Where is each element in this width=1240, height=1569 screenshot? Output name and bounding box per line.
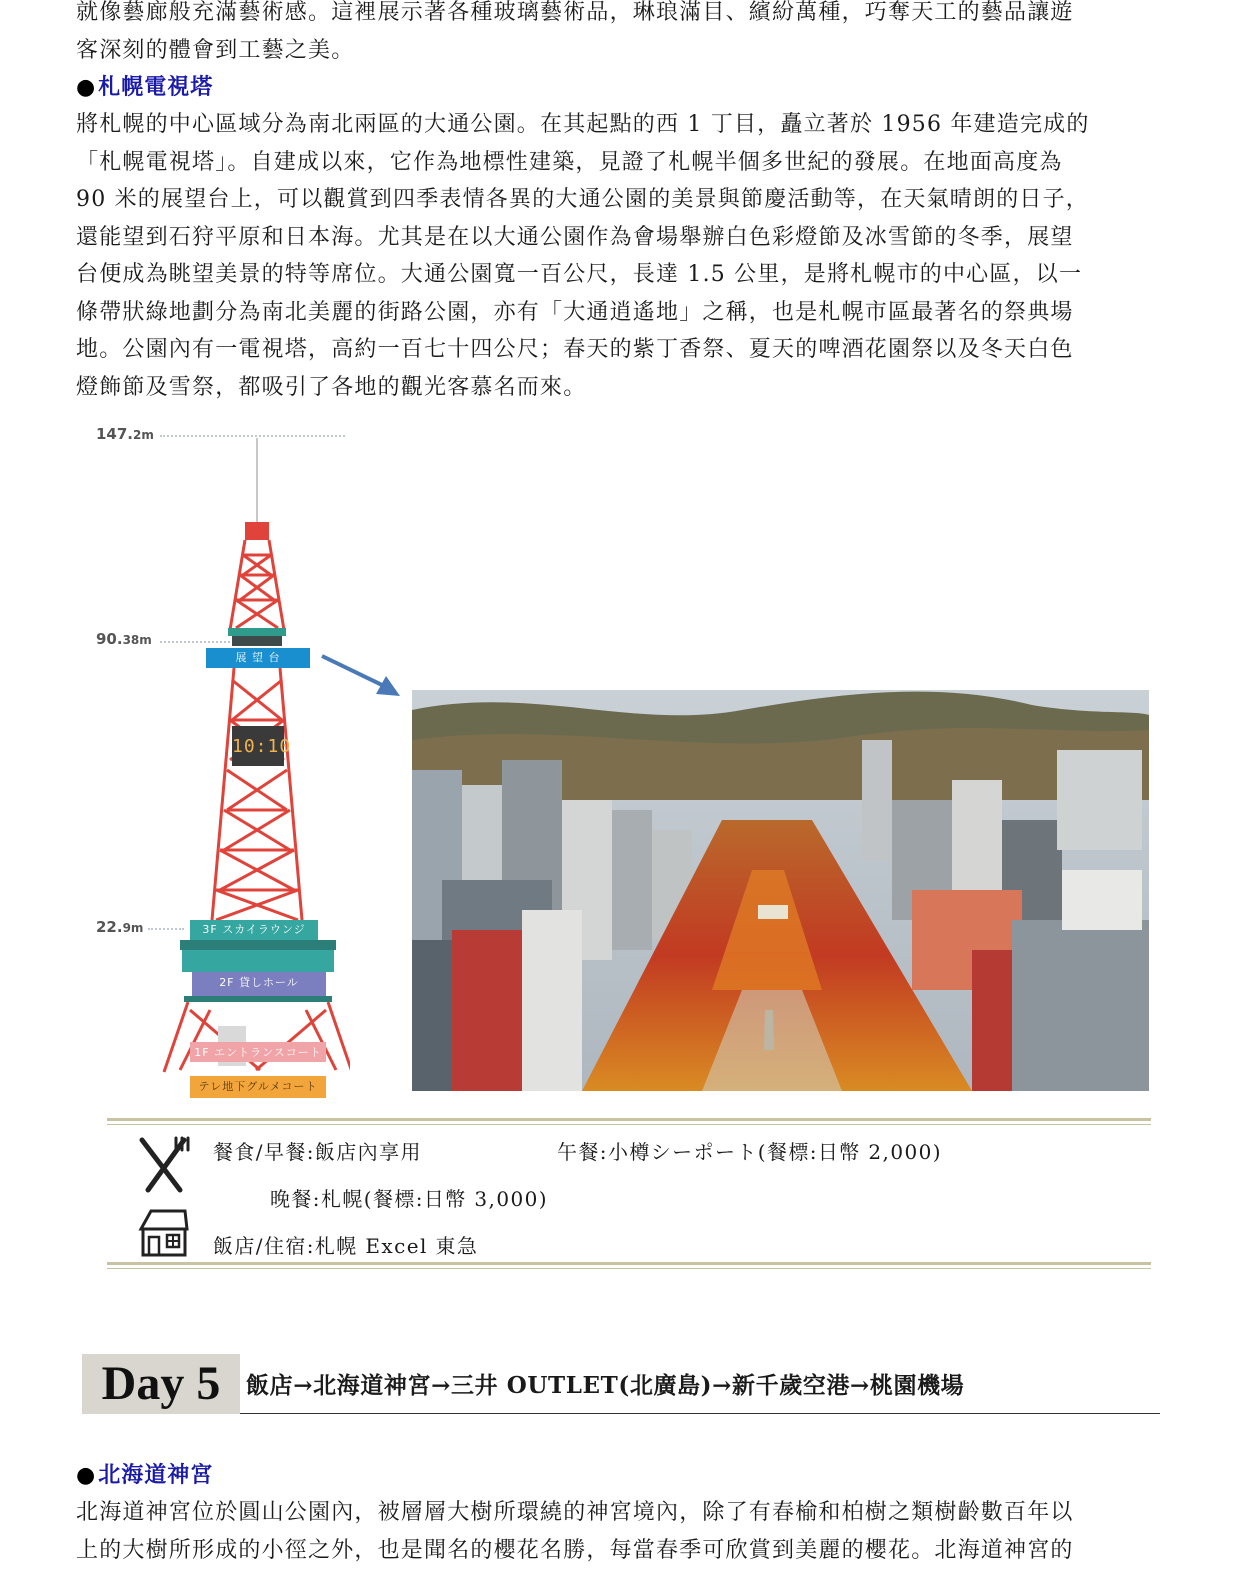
text-line: 「札幌電視塔」。自建成以來，它作為地標性建築，見證了札幌半個多世紀的發展。在地面高度為	[76, 144, 1156, 182]
meal-breakfast: 餐食/早餐:飯店內享用	[213, 1139, 422, 1165]
day-label: Day 5	[82, 1354, 240, 1414]
odori-park-photo	[412, 690, 1149, 1091]
pointer-arrow-icon	[320, 652, 404, 700]
height-label-lounge: 22.9m	[96, 918, 143, 936]
text-line: 客深刻的體會到工藝之美。	[76, 32, 1156, 70]
text-line: 就像藝廊般充滿藝術感。這裡展示著各種玻璃藝術品，琳琅滿目、繽紛萬種，巧奪天工的藝品讓遊	[76, 0, 1156, 32]
house-icon	[137, 1207, 189, 1257]
observatory-tag: 展 望 台	[206, 649, 310, 667]
hotel-info: 飯店/住宿:札幌 Excel 東急	[213, 1233, 478, 1259]
clock-display: 10:10	[232, 727, 284, 767]
info-top-rule	[107, 1118, 1151, 1125]
floor-label-1f: 1F エントランスコート	[190, 1044, 326, 1062]
section-heading-tv-tower	[76, 72, 213, 102]
fork-knife-icon	[136, 1134, 192, 1196]
heading-text: 北海道神宮	[98, 1462, 213, 1488]
height-label-observatory: 90.38m	[96, 630, 152, 648]
meal-lunch: 午餐:小樽シーポート(餐標:日幣 2,000)	[557, 1139, 942, 1165]
height-label-top: 147.2m	[96, 425, 154, 443]
day-route: 飯店→北海道神宮→三井 OUTLET(北廣島)→新千歲空港→桃園機場	[246, 1370, 964, 1402]
bullet-icon: ●	[76, 1462, 96, 1488]
text-line: 上的大樹所形成的小徑之外，也是聞名的櫻花名勝，每當春季可欣賞到美麗的櫻花。北海道神宮的	[76, 1532, 1156, 1569]
text-line: 北海道神宮位於圓山公園內，被層層大樹所環繞的神宮境內，除了有春榆和柏樹之類樹齡數百年以	[76, 1494, 1156, 1532]
info-bottom-rule	[107, 1262, 1151, 1269]
text-line: 台便成為眺望美景的特等席位。大通公園寬一百公尺，長達 1.5 公里，是將札幌市的中心區，以一	[76, 256, 1156, 294]
floor-label-2f: 2F 貸しホール	[192, 974, 326, 992]
text-line: 地。公園內有一電視塔，高約一百七十四公尺；春天的紫丁香祭、夏天的啤酒花園祭以及冬天白色	[76, 331, 1156, 369]
floor-label-3f: 3F スカイラウンジ	[190, 921, 318, 939]
heading-text: 札幌電視塔	[98, 74, 213, 100]
text-line: 90 米的展望台上，可以觀賞到四季表情各異的大通公園的美景與節慶活動等，在天氣晴朗的日子，	[76, 181, 1156, 219]
intro-paragraph	[76, 0, 1156, 69]
text-line: 還能望到石狩平原和日本海。尤其是在以大通公園作為會場舉辦白色彩燈節及冰雪節的冬季，展望	[76, 219, 1156, 257]
day-header-rule	[240, 1413, 1160, 1414]
text-line: 條帶狀綠地劃分為南北美麗的街路公園，亦有「大通逍遙地」之稱，也是札幌市區最著名的祭典場	[76, 294, 1156, 332]
section-heading-jingu	[76, 1460, 213, 1490]
bullet-icon: ●	[76, 74, 96, 100]
text-line: 將札幌的中心區域分為南北兩區的大通公園。在其起點的西 1 丁目，矗立著於 1956 年建造完成的	[76, 106, 1156, 144]
floor-label-basement: テレ地下グルメコート	[190, 1078, 326, 1096]
tv-tower-paragraph	[76, 106, 1156, 406]
meal-dinner: 晚餐:札幌(餐標:日幣 3,000)	[270, 1186, 548, 1212]
text-line: 燈飾節及雪祭，都吸引了各地的觀光客慕名而來。	[76, 369, 1156, 407]
